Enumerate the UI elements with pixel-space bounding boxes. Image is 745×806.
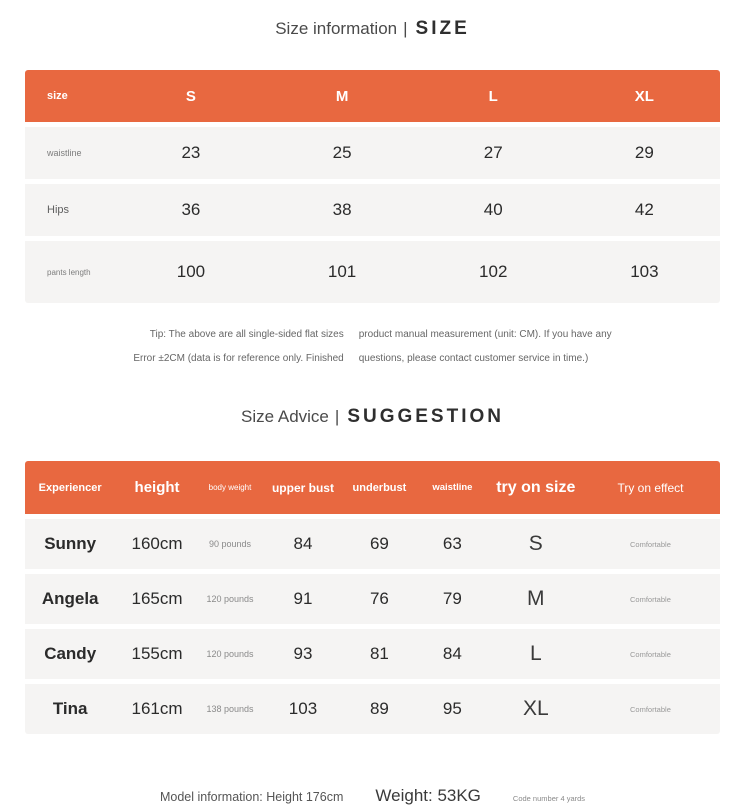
cell-name: Sunny [44,534,97,553]
cell-name: Candy [44,644,97,663]
table-row-candy [25,629,720,679]
cell-try-on-size: S [528,532,543,555]
cell-body-weight: 120 pounds [206,594,254,604]
cell-body-weight: 90 pounds [208,539,252,549]
tip-line: Error ±2CM (data is for reference only. Finished [133,353,344,364]
cell-underbust: 69 [369,534,389,553]
cell-underbust: 76 [369,589,389,608]
cell-value: 25 [332,143,352,162]
advice-title-bold: SUGGESTION [347,406,504,427]
cell-upper-bust: 93 [293,644,313,663]
table-row-waistline [25,127,720,179]
tip-right-column [359,323,612,371]
cell-value: 29 [634,143,654,162]
cell-try-on-size: L [529,642,542,665]
cell-value: 27 [483,143,503,162]
tip-line: product manual measurement (unit: CM). If you have any [358,329,612,340]
cell-value: 101 [327,262,357,281]
advice-header-body-weight: body weight [208,483,252,492]
advice-header-experiencer: Experiencer [38,481,102,494]
size-table-header-row [25,70,720,122]
cell-value: 23 [181,143,201,162]
cell-value: 102 [479,262,508,281]
cell-underbust: 81 [369,644,389,663]
cell-height: 165cm [131,589,183,608]
cell-body-weight: 120 pounds [206,649,254,659]
row-label: Hips [47,204,70,216]
cell-body-weight: 138 pounds [206,704,254,714]
cell-waistline: 84 [442,644,462,663]
advice-section-title [0,403,745,431]
size-header-cell: size [47,90,68,102]
cell-waistline: 95 [442,699,462,718]
model-code-text: Code number 4 yards [512,794,586,803]
table-row-pants-length [25,241,720,303]
model-info-text: Model information: Height 176cm [159,790,344,804]
cell-try-on-effect: Comfortable [630,704,671,714]
cell-value: 36 [181,200,201,219]
cell-value: 100 [176,262,206,281]
cell-try-on-effect: Comfortable [630,539,671,549]
advice-header-underbust: underbust [352,481,407,494]
cell-height: 160cm [131,534,183,553]
cell-height: 161cm [131,699,183,718]
cell-upper-bust: 103 [288,699,318,718]
advice-header-try-on-effect: Try on effect [617,480,684,495]
table-row-angela [25,574,720,624]
row-label: pants length [47,267,91,277]
title-divider: | [403,19,408,38]
tip-line: Tip: The above are all single-sided flat sizes [149,329,344,340]
cell-value: 38 [332,200,352,219]
cell-upper-bust: 91 [293,589,313,608]
cell-underbust: 89 [369,699,389,718]
cell-try-on-effect: Comfortable [630,649,671,659]
cell-try-on-size: M [527,587,545,610]
measurement-tip [0,323,745,371]
size-title-bold: SIZE [415,18,470,39]
size-section-title [0,0,745,42]
size-table [25,70,720,303]
size-header-cell-s: S [185,87,196,105]
cell-height: 155cm [131,644,183,663]
cell-name: Tina [52,699,88,718]
advice-header-try-on-size: try on size [496,478,576,496]
table-row-hips [25,184,720,236]
advice-table-header-row [25,461,720,514]
row-label: waistline [47,148,82,158]
advice-header-height: height [134,479,180,496]
size-header-cell-xl: XL [634,87,654,105]
cell-waistline: 79 [442,589,462,608]
table-row-sunny [25,519,720,569]
cell-try-on-size: XL [522,697,549,720]
cell-name: Angela [41,589,99,608]
model-info-footer [0,786,745,806]
size-header-cell-m: M [335,87,349,105]
advice-header-waistline: waistline [432,482,473,493]
advice-header-upper-bust: upper bust [271,480,334,495]
cell-waistline: 63 [442,534,462,553]
title-divider: | [334,407,340,426]
cell-try-on-effect: Comfortable [630,594,671,604]
table-row-tina [25,684,720,734]
cell-value: 40 [483,200,503,219]
model-weight-text: Weight: 53KG [375,786,481,805]
cell-value: 42 [634,200,654,219]
size-title-regular: Size information [275,19,398,38]
advice-table [25,461,720,734]
size-header-cell-l: L [488,87,498,105]
cell-upper-bust: 84 [293,534,313,553]
cell-value: 103 [630,262,659,281]
tip-line: questions, please contact customer service in time.) [358,353,589,364]
advice-title-regular: Size Advice [241,407,329,426]
tip-left-column [133,323,343,371]
